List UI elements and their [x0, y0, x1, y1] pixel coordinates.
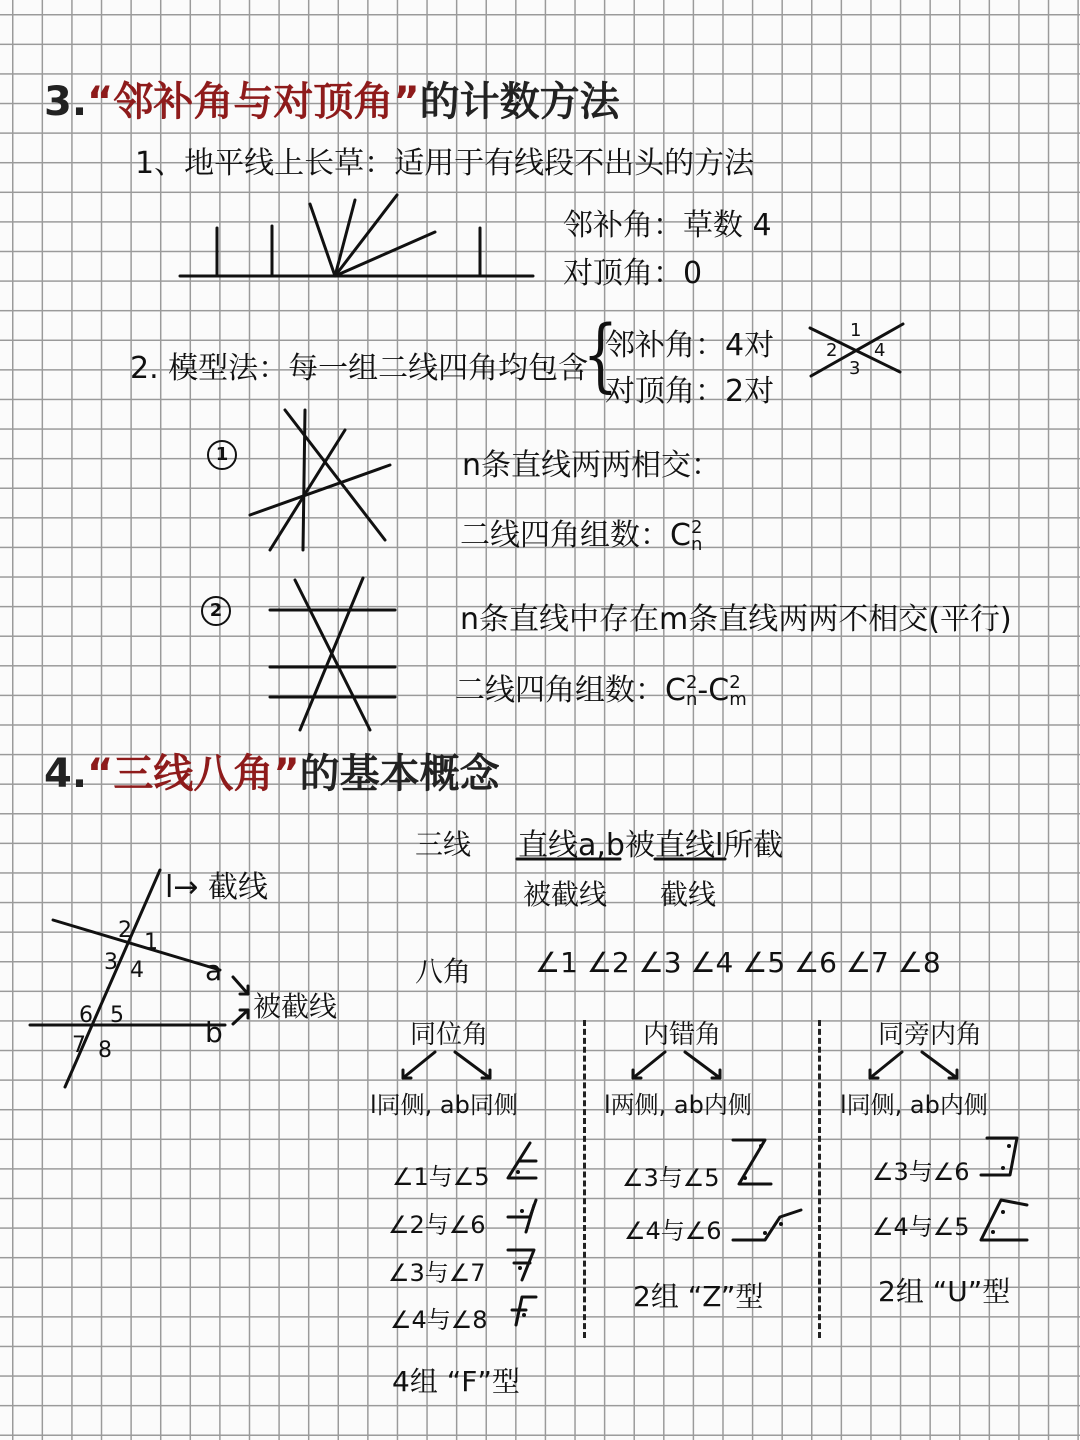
- angle-label-3: 3: [849, 358, 861, 379]
- alternate-title: 内错角: [643, 1020, 722, 1050]
- section4-title-rest: 的基本概念: [299, 751, 500, 797]
- angle-num-3: 3: [104, 950, 118, 975]
- eight-angles-label: 八角: [415, 955, 472, 988]
- method1-vertical: 对顶角：0: [563, 256, 703, 291]
- section3-number: 3.: [44, 79, 88, 125]
- method2-vertical: 对顶角：2对: [605, 374, 775, 409]
- method1-title: 1、地平线上长草：适用于有线段不出头的方法: [135, 146, 755, 181]
- interior-pair-2: ∠4与∠5: [872, 1213, 970, 1241]
- interior-arrows: [862, 1048, 972, 1084]
- section3-title-rest: 的计数方法: [419, 79, 620, 125]
- method2-adjacent: 邻补角：4对: [605, 328, 775, 363]
- brace-icon: {: [582, 308, 619, 401]
- alternate-rule: l两侧, ab内侧: [604, 1091, 752, 1119]
- statement-underlines: [515, 855, 730, 863]
- angle-num-2: 2: [118, 918, 132, 943]
- section4-title: [44, 742, 500, 799]
- b-label: b: [205, 1016, 223, 1049]
- section4-number: 4.: [44, 751, 88, 797]
- angle-num-1: 1: [144, 930, 158, 955]
- three-lines-label: 三线: [415, 828, 472, 861]
- column-separator-1: [583, 1020, 586, 1338]
- alternate-pair-1: ∠3与∠5: [622, 1164, 720, 1192]
- l-label: l→ 截线: [165, 870, 269, 905]
- angle-num-8: 8: [98, 1038, 112, 1063]
- case1-line1: n条直线两两相交：: [462, 448, 722, 483]
- section3-title: [44, 70, 620, 127]
- interior-summary: 2组 “U”型: [878, 1275, 1011, 1308]
- case2-marker: 2: [201, 596, 231, 626]
- case1-lines-figure: [245, 405, 395, 555]
- angle-num-7: 7: [72, 1033, 86, 1058]
- method2-title: 2. 模型法：每一组二线四角均包含: [130, 351, 589, 386]
- cut-lines-figure-label: 被截线: [253, 990, 338, 1023]
- three-lines-statement: 直线a,b被直线l所截: [518, 828, 784, 863]
- angle-num-5: 5: [110, 1003, 124, 1028]
- corresponding-summary: 4组 “F”型: [392, 1365, 520, 1398]
- horizon-grass-figure: [175, 190, 540, 285]
- angle-num-4: 4: [130, 958, 144, 983]
- corresponding-title: 同位角: [410, 1020, 489, 1050]
- section3-title-highlight: “邻补角与对顶角”: [87, 79, 420, 125]
- angle-num-6: 6: [79, 1003, 93, 1028]
- corresponding-pair-1: ∠1与∠5: [392, 1163, 490, 1191]
- case2-line2: 二线四角组数：C 2 n -C 2 m: [455, 672, 747, 710]
- case1-marker: 1: [207, 440, 237, 470]
- interior-pair-1: ∠3与∠6: [872, 1158, 970, 1186]
- transversal-label: 截线: [660, 878, 717, 911]
- u-shape-icons: [975, 1130, 1035, 1245]
- corresponding-arrows: [395, 1048, 505, 1084]
- section4-title-highlight: “三线八角”: [87, 751, 300, 797]
- alternate-arrows: [625, 1048, 735, 1084]
- case1-line2: 二线四角组数：C 2 n: [460, 517, 703, 555]
- method1-adjacent: 邻补角：草数 4: [563, 208, 772, 243]
- corresponding-pair-3: ∠3与∠7: [388, 1259, 486, 1287]
- column-separator-2: [818, 1020, 821, 1338]
- eight-angles-list: ∠1 ∠2 ∠3 ∠4 ∠5 ∠6 ∠7 ∠8: [535, 946, 941, 979]
- angle-label-4: 4: [874, 340, 886, 361]
- f-shape-icons: [500, 1135, 545, 1330]
- z-shape-icons: [725, 1132, 810, 1247]
- corresponding-pair-4: ∠4与∠8: [390, 1306, 488, 1334]
- cut-lines-label: 被截线: [523, 878, 608, 911]
- alternate-pair-2: ∠4与∠6: [624, 1217, 722, 1245]
- corresponding-pair-2: ∠2与∠6: [388, 1211, 486, 1239]
- a-label: a: [205, 954, 223, 987]
- case2-parallel-lines-figure: [265, 575, 400, 735]
- angle-label-1: 1: [850, 320, 862, 341]
- interior-title: 同旁内角: [878, 1020, 983, 1050]
- angle-label-2: 2: [826, 340, 838, 361]
- alternate-summary: 2组 “Z”型: [633, 1280, 764, 1313]
- interior-rule: l同侧, ab内侧: [840, 1091, 988, 1119]
- case2-line1: n条直线中存在m条直线两两不相交(平行): [460, 602, 1012, 637]
- corresponding-rule: l同侧, ab同侧: [370, 1091, 518, 1119]
